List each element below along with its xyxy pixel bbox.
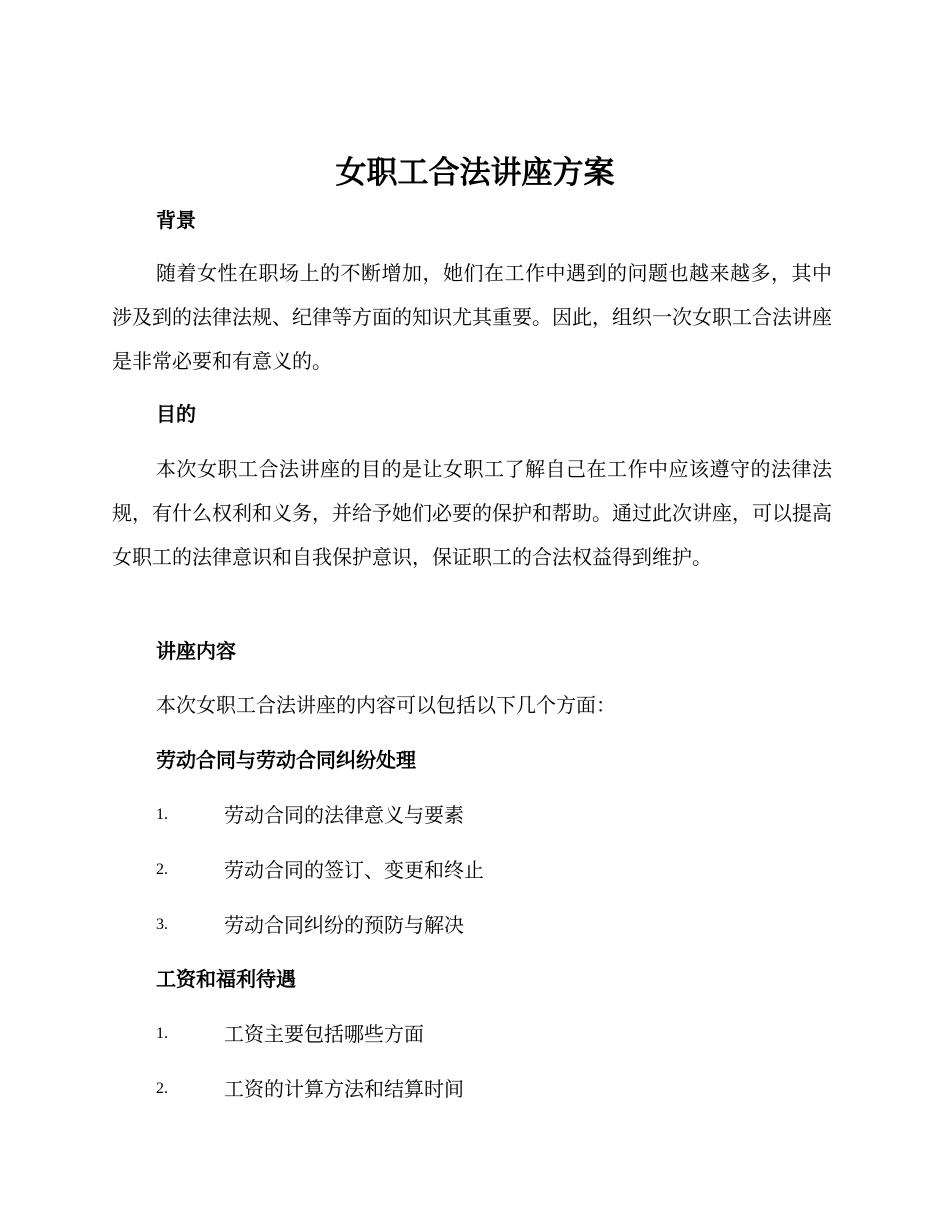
section-heading-wages: 工资和福利待遇 (156, 967, 296, 991)
list-item-number: 2. (156, 861, 168, 878)
list-item-number: 1. (156, 806, 168, 823)
section-heading-background: 背景 (156, 208, 196, 232)
page-title: 女职工合法讲座方案 (335, 155, 615, 191)
list-item-text: 劳动合同的法律意义与要素 (224, 803, 464, 827)
list-item-text: 工资的计算方法和结算时间 (224, 1077, 464, 1101)
list-item-text: 工资主要包括哪些方面 (224, 1022, 424, 1046)
section-heading-purpose: 目的 (156, 402, 196, 426)
list-item-number: 1. (156, 1025, 168, 1042)
list-item-text: 劳动合同的签订、变更和终止 (224, 858, 484, 882)
section-heading-content: 讲座内容 (156, 639, 236, 663)
section-paragraph-background: 随着女性在职场上的不断增加，她们在工作中遇到的问题也越来越多，其中涉及到的法律法规、纪律等方面的知识尤其重要。因此，组织一次女职工合法讲座是非常必要和有意义的。 (112, 261, 832, 373)
list-item-text: 劳动合同纠纷的预防与解决 (224, 913, 464, 937)
list-item-number: 2. (156, 1080, 168, 1097)
list-item-number: 3. (156, 916, 168, 933)
section-paragraph-purpose: 本次女职工合法讲座的目的是让女职工了解自己在工作中应该遵守的法律法规，有什么权利和义务，并给予她们必要的保护和帮助。通过此次讲座，可以提高女职工的法律意识和自我保护意识，保证职工的合法权益得到维护。 (112, 457, 832, 569)
section-heading-labor-contract: 劳动合同与劳动合同纠纷处理 (156, 748, 416, 772)
section-intro-content: 本次女职工合法讲座的内容可以包括以下几个方面： (156, 693, 616, 717)
